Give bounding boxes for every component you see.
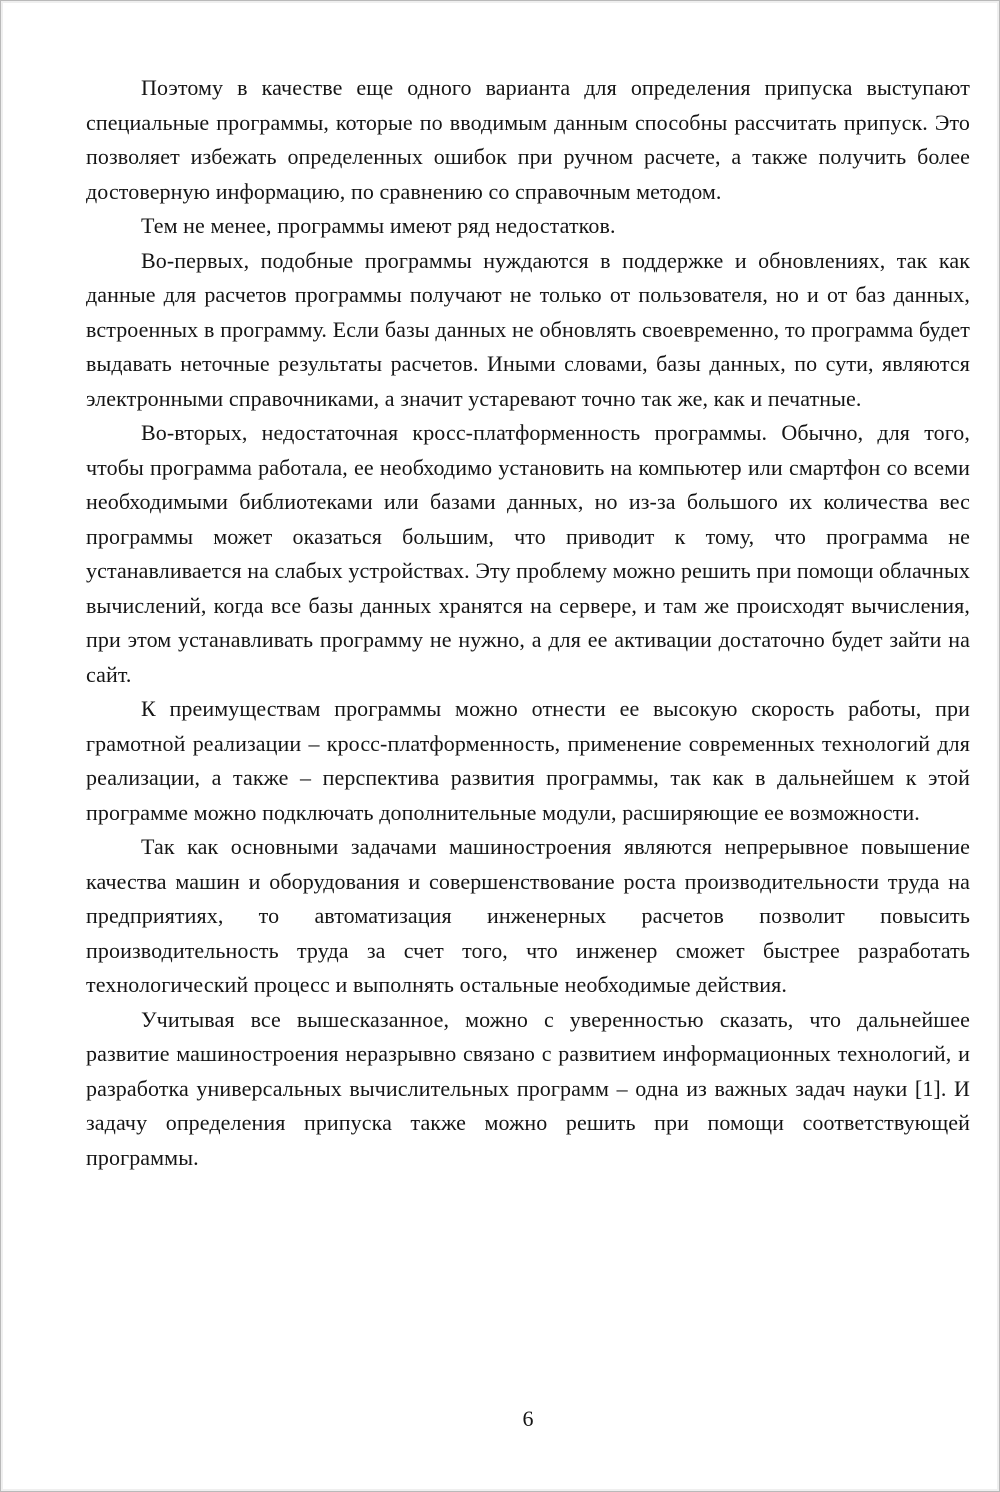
page-number: 6 [522, 1406, 534, 1431]
paragraph-3: Во-первых, подобные программы нуждаются в поддержке и обновлениях, так как данные для расчетов программы получают не только от пользователя, но и от баз данных, встроенных в программу. Если базы данных не обновлять своевременно, то программа будет выдавать неточные результаты расчетов. Иными словами, базы данных, по сути, являются электронными справочниками, а значит устаревают точно так же, как и печатные. [86, 247, 970, 411]
paragraph-7: Учитывая все вышесказанное, можно с уверенностью сказать, что дальнейшее развитие машиностроения неразрывно связано с развитием информационных технологий, и разработка универсальных вычислительных программ – одна из важных задач науки [1]. И задачу определения припуска также можно решить при помощи соответствующей программы. [86, 1006, 970, 1170]
paragraph-4: Во-вторых, недостаточная кросс-платформенность программы. Обычно, для того, чтобы программа работала, ее необходимо установить на компьютер или смартфон со всеми необходимыми библиотеками или базами данных, но из-за большого их количества вес программы может оказаться большим, что приводит к тому, что программа не устанавливается на слабых устройствах. Эту проблему можно решить при помощи облачных вычислений, когда все базы данных хранятся на сервере, и там же происходят вычисления, при этом устанавливать программу не нужно, а для ее активации достаточно будет зайти на сайт. [86, 420, 970, 687]
paragraph-5: К преимуществам программы можно отнести ее высокую скорость работы, при грамотной реализации – кросс-платформенность, применение современных технологий для реализации, а также – перспектива развития программы, так как в дальнейшем к этой программе можно подключать дополнительные модули, расширяющие ее возможности. [86, 696, 970, 825]
paragraph-6: Так как основными задачами машиностроения являются непрерывное повышение качества машин и оборудования и совершенствование роста производительности труда на предприятиях, то автоматизация инженерных расчетов позволит повысить производительность труда за счет того, что инженер сможет быстрее разработать технологический процесс и выполнять остальные необходимые действия. [86, 834, 970, 997]
paragraph-1: Поэтому в качестве еще одного варианта для определения припуска выступают специальные программы, которые по вводимым данным способны рассчитать припуск. Это позволяет избежать определенных ошибок при ручном расчете, а также получить более достоверную информацию, по сравнению со справочным методом. [86, 75, 970, 204]
text-block [86, 71, 970, 1175]
paragraph-2: Тем не менее, программы имеют ряд недостатков. [141, 213, 616, 238]
